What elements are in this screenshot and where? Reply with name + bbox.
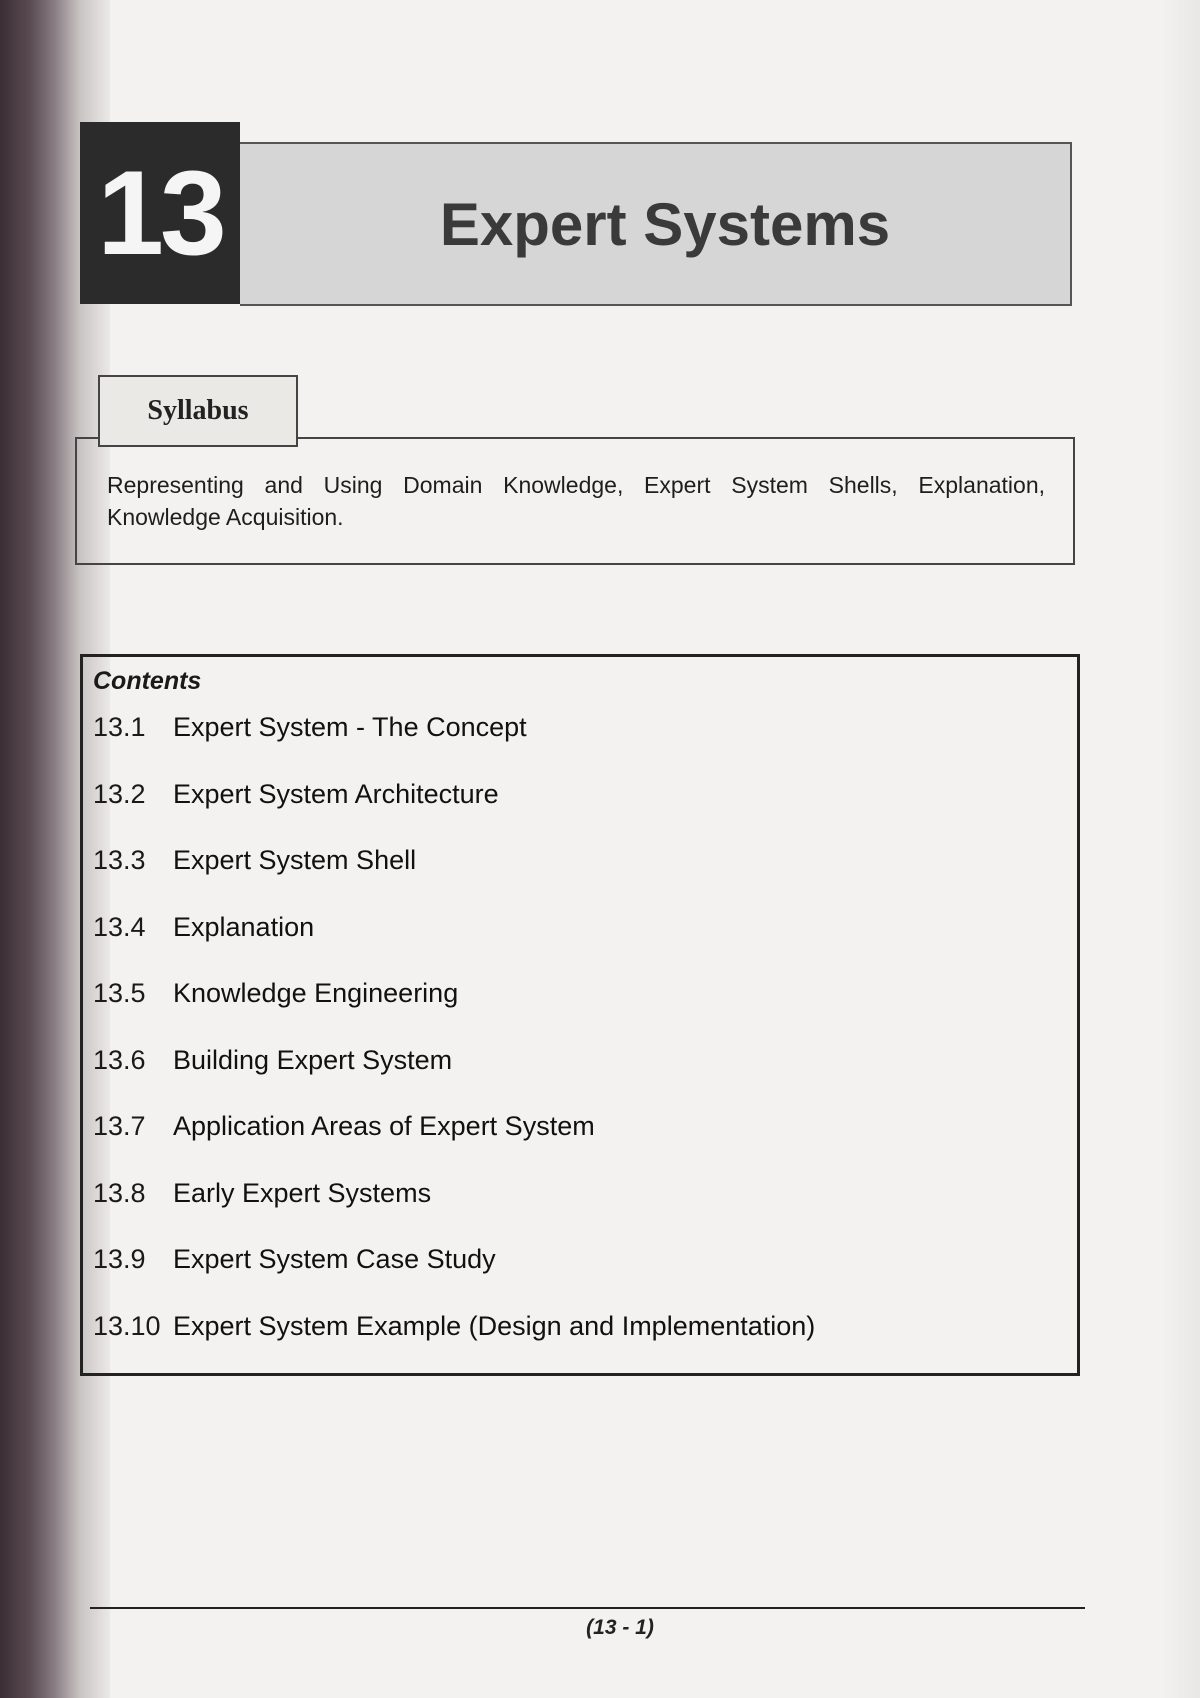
toc-item[interactable] xyxy=(93,912,1077,979)
toc-title: Early Expert Systems xyxy=(173,1177,432,1208)
chapter-title-box xyxy=(240,142,1072,306)
toc-title: Expert System Shell xyxy=(173,845,417,875)
toc-title: Expert System Architecture xyxy=(173,778,499,809)
toc-title: Expert System Case Study xyxy=(173,1244,496,1274)
contents-heading: Contents xyxy=(93,667,202,695)
toc-number: 13.7 xyxy=(93,1111,146,1141)
toc-title: Expert System Example (Design and Implementation) xyxy=(173,1310,816,1341)
toc-title: Application Areas of Expert System xyxy=(173,1111,595,1141)
toc-number: 13.10 xyxy=(93,1310,161,1341)
toc-item[interactable] xyxy=(93,845,1077,912)
chapter-title: Expert Systems xyxy=(439,190,891,258)
toc-item[interactable] xyxy=(93,1111,1077,1178)
toc-title: Explanation xyxy=(173,911,315,942)
toc-item[interactable] xyxy=(93,1311,1077,1378)
syllabus-text: Representing and Using Domain Knowledge, Expert System Shells, Explanation, Knowledge Acquisition. xyxy=(107,472,1045,530)
chapter-header xyxy=(80,122,1072,304)
toc-number: 13.6 xyxy=(93,1044,146,1075)
toc-number: 13.8 xyxy=(93,1177,146,1208)
syllabus-box xyxy=(75,437,1075,565)
toc-title: Expert System - The Concept xyxy=(173,712,527,742)
syllabus-label: Syllabus xyxy=(147,395,249,426)
toc-item[interactable] xyxy=(93,1244,1077,1311)
chapter-number-box xyxy=(80,122,240,304)
toc-item[interactable] xyxy=(93,779,1077,846)
chapter-number: 13 xyxy=(97,146,223,280)
toc-item[interactable] xyxy=(93,712,1077,779)
toc-number: 13.9 xyxy=(93,1244,146,1274)
toc-title: Knowledge Engineering xyxy=(173,978,459,1008)
toc-number: 13.4 xyxy=(93,911,146,942)
toc-number: 13.5 xyxy=(93,978,146,1008)
toc-title: Building Expert System xyxy=(173,1044,453,1075)
contents-box xyxy=(80,654,1080,1376)
toc-number: 13.3 xyxy=(93,845,146,875)
page-number: (13 - 1) xyxy=(586,1616,654,1639)
toc-item[interactable] xyxy=(93,978,1077,1045)
toc-number: 13.1 xyxy=(93,712,146,742)
page-right-edge xyxy=(1160,0,1200,1698)
syllabus-tab xyxy=(98,375,298,447)
toc-item[interactable] xyxy=(93,1178,1077,1245)
toc-list xyxy=(93,712,1077,1377)
toc-number: 13.2 xyxy=(93,778,146,809)
footer-rule xyxy=(90,1607,1085,1609)
toc-item[interactable] xyxy=(93,1045,1077,1112)
